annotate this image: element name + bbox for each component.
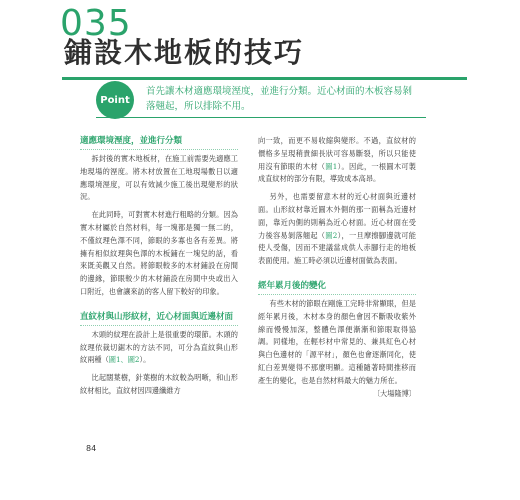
section-heading-humidity: 適應環境溼度，並進行分類 [80,135,238,150]
paragraph: 比起闊葉樹，針葉樹的木紋較為明晰，和山形紋材相比，直紋材因四邊纖維方 [80,373,238,395]
paragraph [258,191,416,268]
figure-reference: 圖1 [325,161,338,171]
point-summary: 首先讓木材適應環境溼度，並進行分類。近心材面的木板容易剝落翹起，所以排除不用。 [146,86,413,112]
paragraph [80,329,238,367]
title-divider [62,77,467,80]
paragraph-text: ）。 [139,355,151,365]
page-title: 鋪設木地板的技巧 [64,36,305,69]
paragraph: 有些木材的節眼在剛施工完時非常顯眼，但是經年累月後，木材本身的顏色會因不斷吸收紫外線而慢慢加深，整體色澤便漸漸和節眼取得協調。同樣地，在輕杉材中常見的、兼具紅色心材與白色邊材的「源平材」，顏色也會逐漸同化，使紅白差異變得不那麼明顯。這種隨著時間推移而產生的變化，也是自然材料最大的魅力所在。 [258,298,416,385]
paragraph: 拆封後的實木地板材，在施工前需要先適應工地現場的溼度。將木材放置在工地現場數日以適應環境溼度，可以有效減少施工後出現變形的狀況。 [80,154,238,202]
point-divider [96,117,426,118]
left-column [80,135,238,398]
paragraph: 在此同時，可對實木材進行粗略的分類。因為實木材屬於自然材料，每一塊都是獨一無二的，不僅紋理色澤不同，節眼的多寡也各有差異。將擁有相似紋理與色澤的木板鋪在一塊兒的話，看來既美觀又自然。將節眼較多的木材鋪設在房間的邊緣，節眼較少的木材鋪設在房間中央或出入口附近，也會讓來訪的客人留下較好的印象。 [80,210,238,296]
chapter-number: 035 [60,3,132,44]
right-column [258,135,416,400]
paragraph-text: 木頭的紋理在設計上是很重要的環節。木頭的紋理依裁切鋸木的方法不同，可分為直紋與山形紋兩種（ [80,329,238,365]
section-heading-aging: 經年累月後的變化 [258,280,416,295]
section-heading-grain: 直紋材與山形紋材，近心材面與近邊材面 [80,311,238,326]
figure-reference: 圖2 [325,230,338,240]
figure-reference: 圖1、圖2 [108,355,140,365]
paragraph-text: ），一旦摩擦腳邊就可能使人受傷，因而不建議當成供人赤腳行走的地板表面使用。施工時必須以近邊材面做為表面。 [258,230,416,266]
page-number: 84 [86,444,97,453]
paragraph-text: 向一致，而更不易收縮與變形。不過，直紋材的價格多呈現稍貴細長狀可容易斷裂，所以只能使用沒有節眼的木材（ [258,136,416,171]
point-badge: Point [96,81,134,119]
paragraph-text: ）。因此，一根圓木可製成直紋材的部分有限，導致成本高昂。 [258,161,416,184]
paragraph [258,135,416,186]
paragraph-text: 另外，也需要留意木材的近心材面與近邊材面。山形紋材靠近圓木外側的那一面稱為近邊材面，靠近內側的則稱為近心材面。近心材面在受力後容易剝落翹起（ [258,192,416,240]
author-credit: 〔大場隆博〕 [372,388,416,398]
